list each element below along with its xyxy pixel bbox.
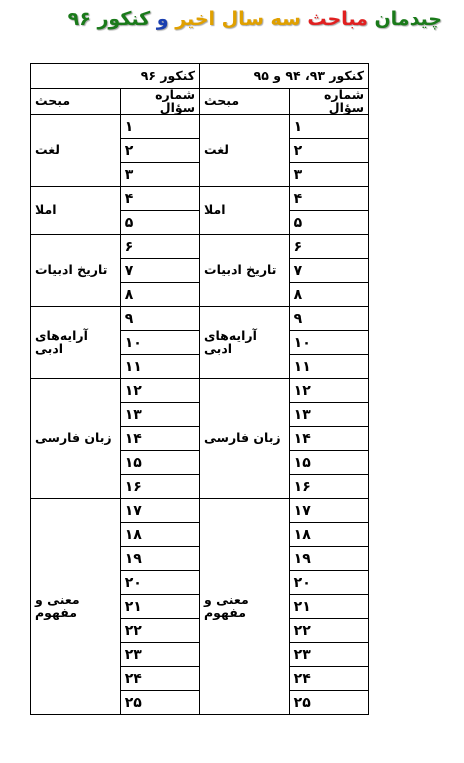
topics-table-body [31,64,369,715]
question-number-past: ۹ [289,307,368,331]
question-number-past: ۴ [289,187,368,211]
title-part: کنکور ۹۶ [67,8,151,30]
table-row [31,307,369,331]
question-number-96: ۱۱ [120,355,199,379]
table-row [31,379,369,403]
table-row [31,115,369,139]
question-number-past: ۲ [289,139,368,163]
question-number-past: ۱۱ [289,355,368,379]
table-row [31,235,369,259]
question-number-96: ۱۷ [120,499,199,523]
question-number-96: ۱۲ [120,379,199,403]
question-number-96: ۲۴ [120,667,199,691]
col-header-topic-past: مبحث [200,89,290,115]
question-number-96: ۹ [120,307,199,331]
question-number-past: ۲۳ [289,643,368,667]
question-number-past: ۳ [289,163,368,187]
question-number-past: ۱۲ [289,379,368,403]
question-number-96: ۱۵ [120,451,199,475]
title-part: مباحث [300,8,368,30]
topics-table [30,63,369,715]
column-header-row [31,89,369,115]
topic-cell-96: لغت [31,115,121,187]
question-number-96: ۲۳ [120,643,199,667]
topic-cell-past: املا [200,187,290,235]
question-number-past: ۲۲ [289,619,368,643]
question-number-96: ۱۰ [120,331,199,355]
question-number-96: ۲۰ [120,571,199,595]
col-header-question-number-past: شماره سؤال [289,89,368,115]
topic-cell-past: زبان فارسی [200,379,290,499]
question-number-past: ۲۵ [289,691,368,715]
question-number-96: ۱۶ [120,475,199,499]
question-number-96: ۲۱ [120,595,199,619]
question-number-past: ۸ [289,283,368,307]
topic-cell-96: معنی و مفهوم [31,499,121,715]
question-number-96: ۶ [120,235,199,259]
question-number-past: ۵ [289,211,368,235]
col-header-question-number-96: شماره سؤال [120,89,199,115]
question-number-past: ۲۰ [289,571,368,595]
question-number-past: ۱۷ [289,499,368,523]
question-number-96: ۱۳ [120,403,199,427]
question-number-past: ۱ [289,115,368,139]
question-number-96: ۷ [120,259,199,283]
question-number-past: ۱۳ [289,403,368,427]
question-number-past: ۱۸ [289,523,368,547]
topic-cell-96: آرایه‌های ادبی [31,307,121,379]
question-number-past: ۱۰ [289,331,368,355]
group-header-row [31,64,369,89]
question-number-96: ۲۲ [120,619,199,643]
table-row [31,499,369,523]
question-number-96: ۲ [120,139,199,163]
question-number-past: ۱۴ [289,427,368,451]
group-header-exam-96: کنکور ۹۶ [31,64,200,89]
group-header-past-exams: کنکور ۹۳، ۹۴ و ۹۵ [200,64,369,89]
question-number-96: ۱ [120,115,199,139]
question-number-past: ۲۱ [289,595,368,619]
question-number-96: ۱۸ [120,523,199,547]
topic-cell-96: تاریخ ادبیات [31,235,121,307]
topic-cell-96: زبان فارسی [31,379,121,499]
table-row [31,187,369,211]
question-number-96: ۴ [120,187,199,211]
page-title [68,8,442,30]
topic-cell-past: تاریخ ادبیات [200,235,290,307]
question-number-96: ۱۹ [120,547,199,571]
question-number-96: ۲۵ [120,691,199,715]
title-part: چیدمان [367,8,442,30]
question-number-past: ۱۵ [289,451,368,475]
question-number-96: ۸ [120,283,199,307]
title-part: و [150,8,169,30]
question-number-96: ۳ [120,163,199,187]
question-number-past: ۲۴ [289,667,368,691]
question-number-96: ۵ [120,211,199,235]
title-part: سه سال اخیر [168,8,301,30]
question-number-past: ۱۶ [289,475,368,499]
question-number-past: ۷ [289,259,368,283]
topic-cell-96: املا [31,187,121,235]
col-header-topic-96: مبحث [31,89,121,115]
question-number-past: ۱۹ [289,547,368,571]
topic-cell-past: آرایه‌های ادبی [200,307,290,379]
topic-cell-past: معنی و مفهوم [200,499,290,715]
topic-cell-past: لغت [200,115,290,187]
question-number-past: ۶ [289,235,368,259]
question-number-96: ۱۴ [120,427,199,451]
